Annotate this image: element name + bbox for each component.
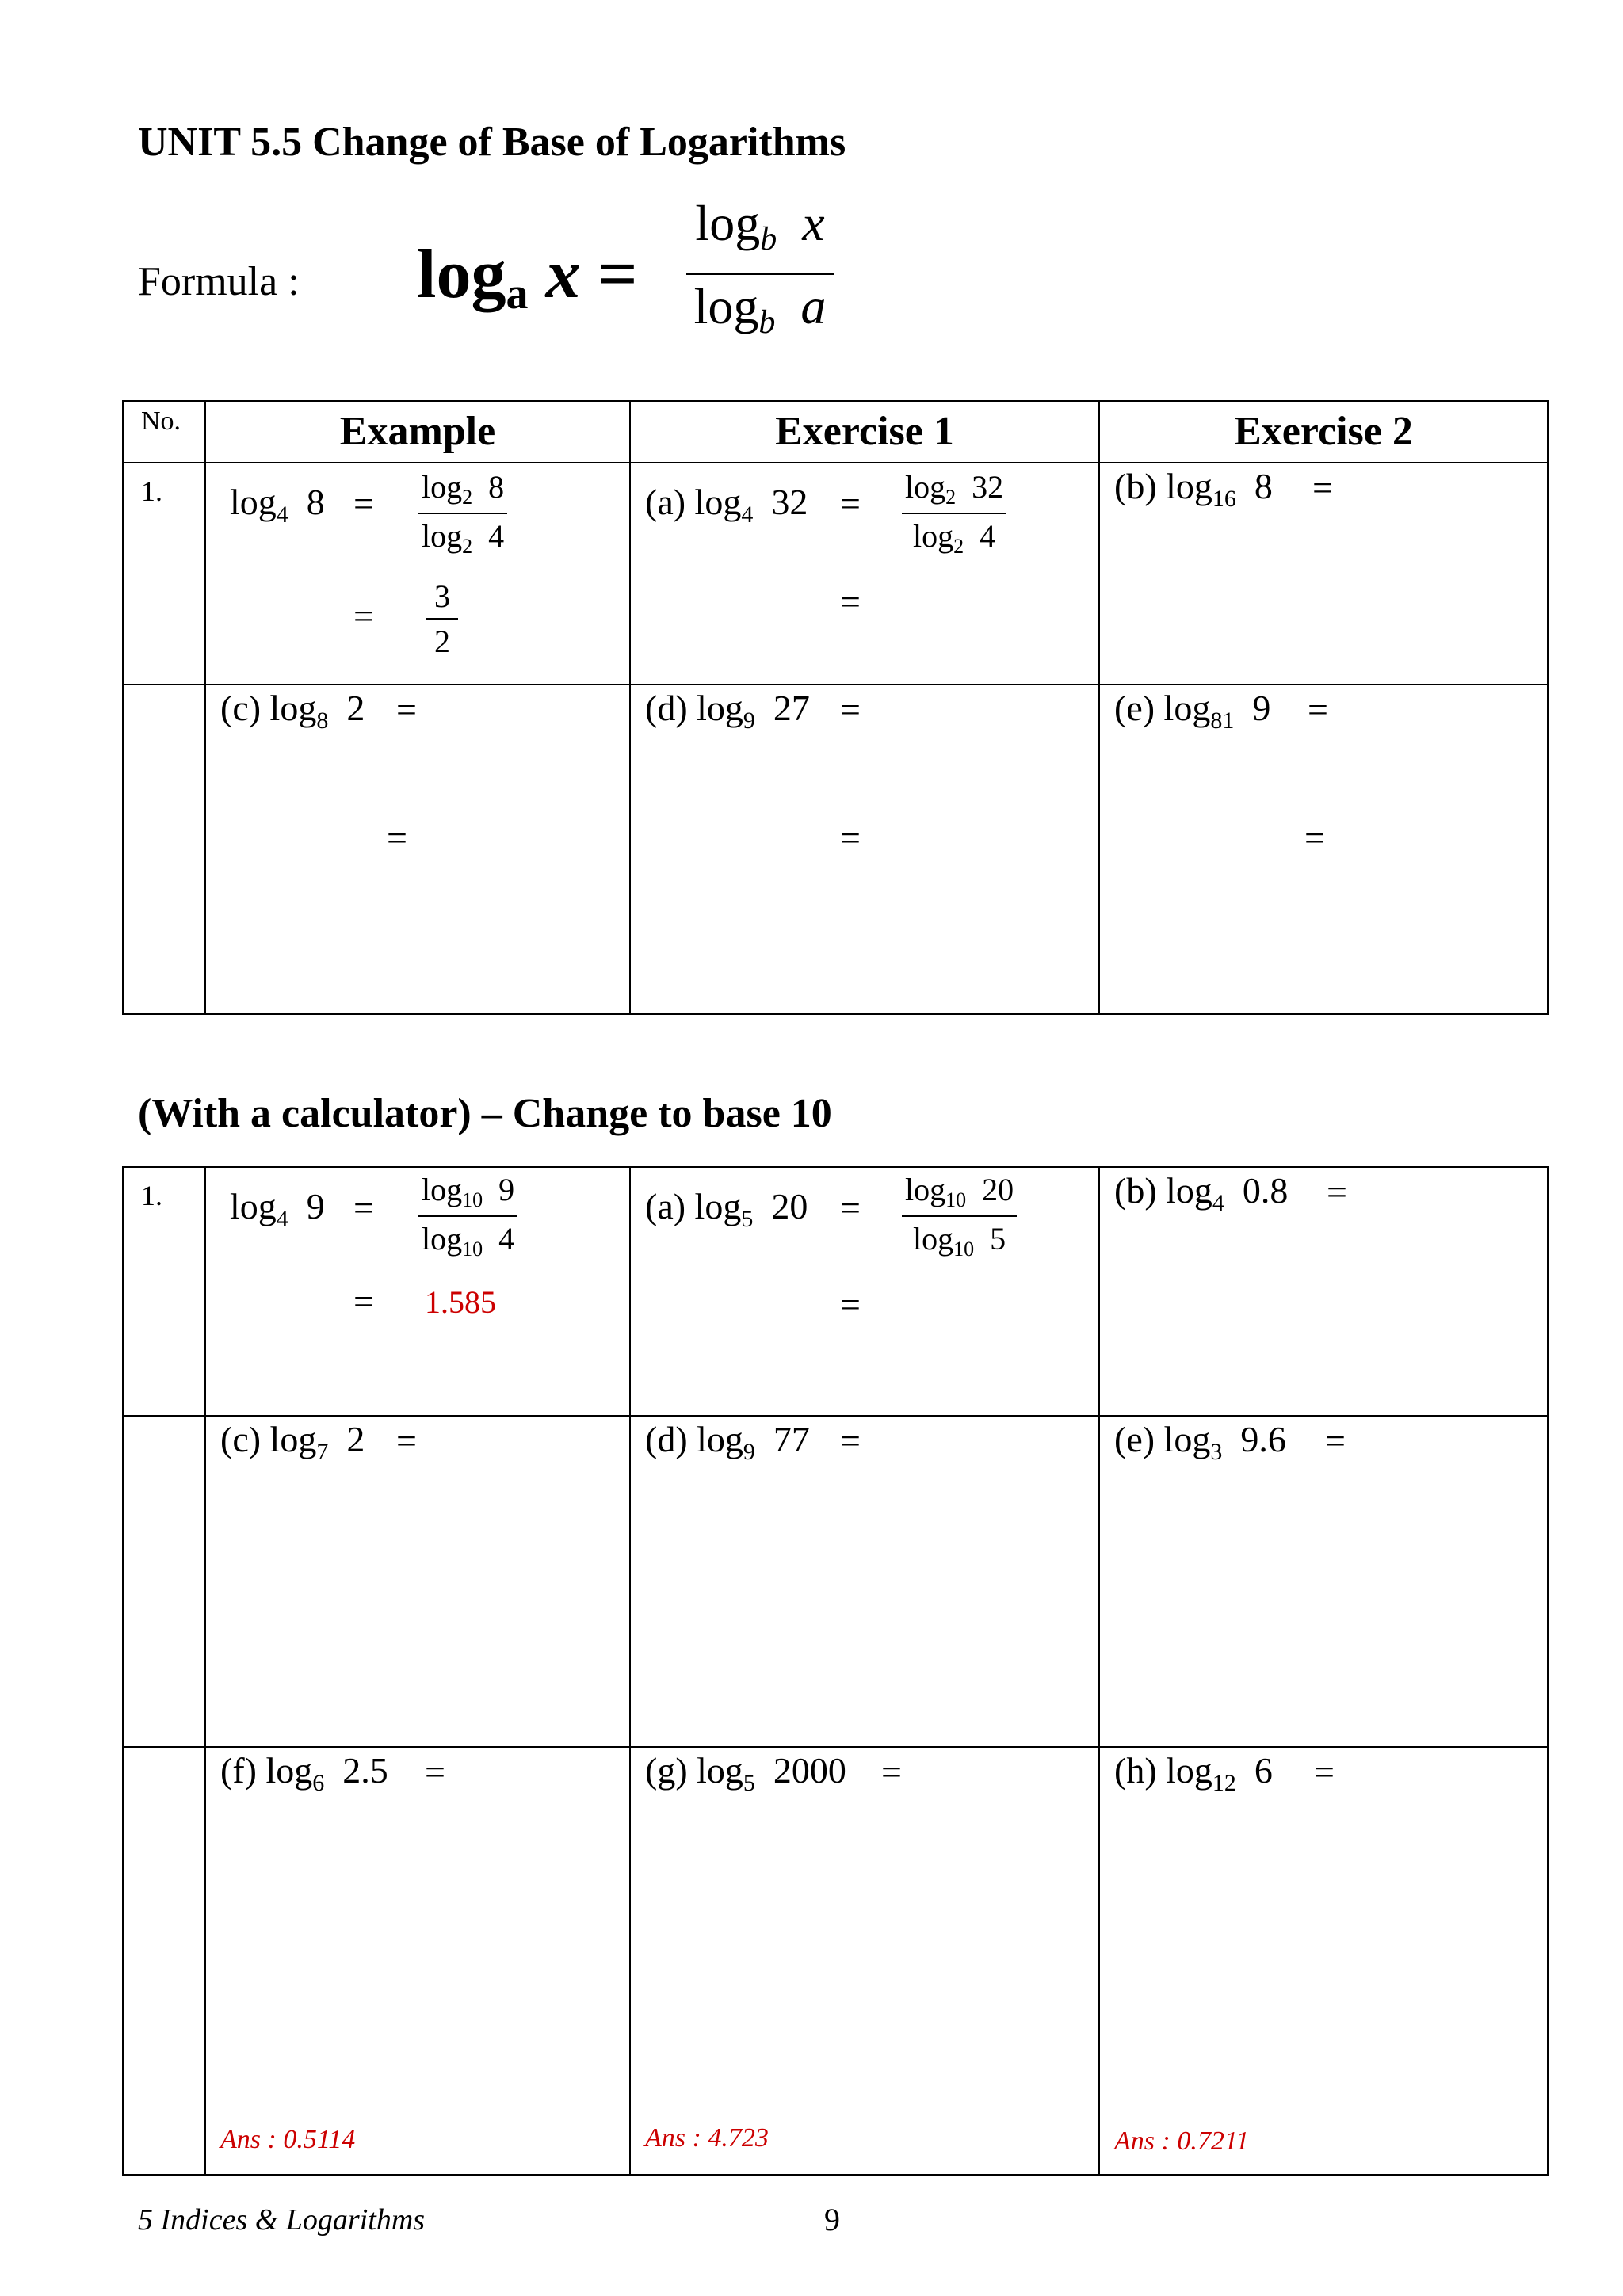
expr-label: (c) log (220, 1419, 317, 1459)
equals-sign: = (840, 1188, 861, 1228)
table-header-row (123, 401, 1548, 463)
expr-label: (d) log (645, 688, 743, 728)
formula-den-base: b (758, 304, 776, 341)
row-number: 1. (123, 463, 205, 685)
exercise-a-expression (645, 481, 808, 528)
fraction-numerator (902, 468, 1006, 514)
equals-sign: = (1327, 1172, 1347, 1212)
exercise-f-expression (220, 1749, 388, 1797)
den-base: 10 (462, 1238, 483, 1261)
expr-base: 5 (741, 1206, 754, 1232)
expr-label: (g) log (645, 1750, 743, 1791)
exercise-e-cell (1099, 685, 1548, 1014)
exercise-e-cell (1099, 1416, 1548, 1747)
exercise-d-expression (645, 1418, 810, 1466)
expr-base: 7 (316, 1439, 329, 1465)
exercise-a-fraction (902, 468, 1006, 559)
expr-base: 9 (743, 707, 755, 734)
formula-fraction (686, 192, 834, 354)
formula-lhs (417, 235, 638, 319)
exercise-c-cell (205, 1416, 630, 1747)
exercise-h-expression (1114, 1749, 1273, 1797)
num-log: log (422, 469, 463, 505)
expr-label: (h) log (1114, 1750, 1212, 1791)
den-log: log (913, 518, 954, 554)
fraction-numerator (902, 1171, 1017, 1217)
row-number: 1. (123, 1167, 205, 1416)
header-exercise-2: Exercise 2 (1099, 401, 1548, 463)
equals-sign: = (353, 483, 374, 524)
formula-den-log: log (693, 278, 759, 334)
example-fraction (418, 1171, 517, 1261)
num-base: 10 (462, 1188, 483, 1211)
formula-den-arg: a (800, 278, 827, 334)
expr-base: 4 (741, 502, 754, 528)
expr-log: log (230, 482, 277, 522)
fraction-denominator (902, 514, 1006, 559)
num-arg: 8 (488, 469, 505, 505)
expr-arg: 2000 (773, 1750, 846, 1791)
result-fraction (426, 578, 458, 660)
expr-arg: 27 (773, 688, 810, 728)
equals-sign: = (353, 1188, 374, 1228)
expr-label: (b) log (1114, 1170, 1212, 1211)
equals-sign: = (425, 1752, 445, 1792)
exercise-g-cell (630, 1747, 1099, 2175)
expr-label: (b) log (1114, 466, 1212, 506)
num-arg: 32 (972, 469, 1004, 505)
equals-sign: = (840, 818, 861, 858)
expr-log: log (230, 1186, 277, 1226)
header-example: Example (205, 401, 630, 463)
expr-label: (d) log (645, 1419, 743, 1459)
row-number (123, 685, 205, 1014)
example-fraction (418, 468, 507, 559)
table-exercises (122, 400, 1549, 1015)
row-number (123, 1747, 205, 2175)
equals-sign: = (840, 582, 861, 622)
equals-sign: = (396, 689, 417, 730)
expr-arg: 6 (1254, 1750, 1273, 1791)
equals-sign: = (1314, 1752, 1335, 1792)
equals-sign: = (840, 689, 861, 730)
table-row (123, 685, 1548, 1014)
formula-lhs-eq: = (598, 236, 638, 313)
fraction-denominator (902, 1217, 1017, 1261)
expr-arg: 2.5 (342, 1750, 388, 1791)
example-cell (205, 1167, 630, 1416)
num-arg: 9 (498, 1172, 515, 1207)
example-expression (230, 481, 325, 528)
exercise-1-cell (630, 1167, 1099, 1416)
exercise-h-cell (1099, 1747, 1548, 2175)
equals-sign: = (1325, 1421, 1346, 1461)
expr-base: 4 (1212, 1190, 1224, 1216)
example-cell (205, 463, 630, 685)
expr-label: (a) log (645, 482, 742, 522)
header-no: No. (123, 401, 205, 463)
exercise-c-expression (220, 1418, 365, 1466)
exercise-e-expression (1114, 1418, 1286, 1466)
result-numerator: 3 (426, 578, 458, 620)
result-denominator: 2 (434, 624, 450, 659)
exercise-b-expression (1114, 465, 1273, 513)
exercise-1-cell (630, 463, 1099, 685)
fraction-denominator (418, 1217, 517, 1261)
formula-num-arg: x (802, 195, 825, 251)
exercise-d-expression (645, 687, 810, 734)
num-base: 2 (462, 486, 473, 509)
equals-sign: = (840, 1284, 861, 1325)
exercise-d-cell (630, 685, 1099, 1014)
exercise-2-cell (1099, 1167, 1548, 1416)
table-row (123, 463, 1548, 685)
formula-lhs-base: a (506, 269, 529, 318)
expr-base: 4 (276, 502, 288, 528)
expr-arg: 0.8 (1242, 1170, 1289, 1211)
expr-arg: 20 (771, 1186, 808, 1226)
footer-chapter: 5 Indices & Logarithms (138, 2203, 426, 2237)
num-base: 10 (945, 1188, 967, 1211)
exercise-a-expression (645, 1185, 808, 1233)
exercise-c-expression (220, 687, 365, 734)
den-log: log (422, 1221, 463, 1257)
equals-sign: = (840, 1421, 861, 1461)
section-title-calculator: (With a calculator) – Change to base 10 (138, 1091, 832, 1136)
equals-sign: = (1304, 818, 1325, 858)
fraction-numerator (418, 468, 507, 514)
page-title: UNIT 5.5 Change of Base of Logarithms (138, 120, 846, 165)
expr-label: (e) log (1114, 688, 1211, 728)
expr-label: (f) log (220, 1750, 313, 1791)
expr-base: 6 (312, 1770, 325, 1796)
den-base: 10 (953, 1238, 975, 1261)
expr-label: (e) log (1114, 1419, 1211, 1459)
den-log: log (422, 518, 463, 554)
row-number (123, 1416, 205, 1747)
answer-h: Ans : 0.7211 (1114, 2126, 1250, 2156)
equals-sign: = (1312, 467, 1333, 508)
answer-f: Ans : 0.5114 (220, 2125, 356, 2154)
table-row (123, 1747, 1548, 2175)
table-row (123, 1416, 1548, 1747)
expr-arg: 9 (306, 1186, 325, 1226)
expr-arg: 77 (773, 1419, 810, 1459)
equals-sign: = (353, 1281, 374, 1322)
exercise-2-cell (1099, 463, 1548, 685)
num-arg: 20 (982, 1172, 1014, 1207)
page-number: 9 (824, 2202, 840, 2237)
exercise-a-fraction (902, 1171, 1017, 1261)
den-log: log (913, 1221, 954, 1257)
expr-arg: 9.6 (1240, 1419, 1286, 1459)
den-arg: 4 (498, 1221, 515, 1257)
expr-base: 16 (1212, 486, 1236, 512)
num-log: log (422, 1172, 463, 1207)
den-arg: 4 (980, 518, 996, 554)
expr-label: (a) log (645, 1186, 742, 1226)
expr-label: (c) log (220, 688, 317, 728)
formula-lhs-var: x (545, 236, 581, 313)
expr-base: 9 (743, 1439, 755, 1465)
formula-denominator (686, 275, 834, 354)
formula-num-log: log (695, 195, 761, 251)
table-row (123, 1167, 1548, 1416)
den-base: 2 (953, 535, 964, 558)
exercise-e-expression (1114, 687, 1270, 734)
expr-base: 8 (316, 707, 329, 734)
equals-sign: = (387, 818, 407, 858)
expr-base: 12 (1212, 1770, 1236, 1796)
num-log: log (905, 469, 946, 505)
expr-arg: 2 (346, 688, 365, 728)
fraction-denominator (418, 514, 507, 559)
equals-sign: = (1308, 689, 1328, 730)
expr-arg: 9 (1252, 688, 1271, 728)
expr-base: 81 (1210, 707, 1235, 734)
expr-arg: 2 (346, 1419, 365, 1459)
num-log: log (905, 1172, 946, 1207)
equals-sign: = (353, 596, 374, 636)
exercise-g-expression (645, 1749, 846, 1797)
exercise-b-expression (1114, 1169, 1288, 1217)
example-result: 1.585 (425, 1284, 496, 1320)
answer-g: Ans : 4.723 (645, 2123, 769, 2153)
den-arg: 4 (488, 518, 505, 554)
exercise-c-cell (205, 685, 630, 1014)
example-expression (230, 1185, 325, 1233)
expr-arg: 32 (771, 482, 808, 522)
formula-numerator (686, 192, 834, 275)
equals-sign: = (881, 1752, 902, 1792)
expr-arg: 8 (306, 482, 325, 522)
expr-arg: 8 (1254, 466, 1273, 506)
header-exercise-1: Exercise 1 (630, 401, 1099, 463)
formula-num-base: b (760, 221, 777, 257)
expr-base: 3 (1210, 1439, 1223, 1465)
den-arg: 5 (990, 1221, 1006, 1257)
exercise-f-cell (205, 1747, 630, 2175)
formula-lhs-log: log (417, 236, 506, 313)
num-base: 2 (945, 486, 957, 509)
formula-label: Formula : (138, 259, 300, 304)
expr-base: 4 (276, 1206, 288, 1232)
equals-sign: = (396, 1421, 417, 1461)
den-base: 2 (462, 535, 473, 558)
exercise-d-cell (630, 1416, 1099, 1747)
table-calculator-exercises (122, 1166, 1549, 2176)
fraction-numerator (418, 1171, 517, 1217)
equals-sign: = (840, 483, 861, 524)
expr-base: 5 (743, 1770, 755, 1796)
